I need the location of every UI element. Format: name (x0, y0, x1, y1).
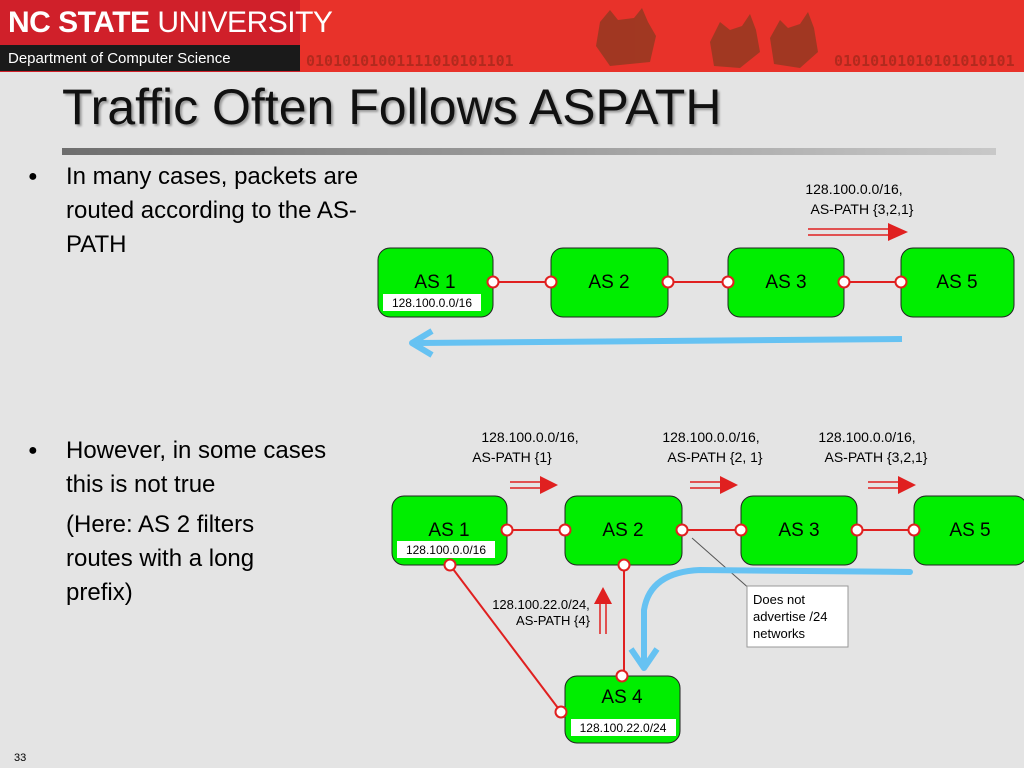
link-as1-as4 (450, 565, 561, 712)
bullet-dot: ● (28, 442, 38, 459)
announcement-line2: AS-PATH {4} (516, 613, 590, 628)
announcement-line2: AS-PATH {1} (472, 449, 552, 465)
department-name: Department of Computer Science (8, 50, 231, 67)
node-label: AS 1 (428, 520, 470, 541)
traffic-arrow (412, 331, 902, 355)
slide-number: 33 (14, 752, 27, 764)
callout-line: Does not (753, 592, 806, 607)
announcement-line1: 128.100.0.0/16, (662, 429, 760, 445)
node-label: AS 2 (602, 520, 644, 541)
node-label: AS 1 (414, 272, 456, 293)
callout-line: networks (753, 626, 806, 641)
prefix-label: 128.100.0.0/16 (405, 543, 487, 557)
announcement-line1: 128.100.0.0/16, (481, 429, 579, 445)
node-label: AS 5 (936, 272, 978, 293)
prefix-label: 128.100.22.0/24 (579, 721, 667, 735)
node-label: AS 5 (949, 520, 991, 541)
announcement-line1: 128.100.0.0/16, (818, 429, 916, 445)
node-label: AS 3 (778, 520, 820, 541)
announcement-line1: 128.100.22.0/24, (492, 597, 590, 612)
announcement-arrow (510, 476, 558, 494)
announcement-arrow (808, 223, 908, 241)
node-label: AS 4 (601, 687, 643, 708)
node-label: AS 2 (588, 272, 630, 293)
bullet-dot: ● (28, 168, 38, 185)
announcement-line2: AS-PATH {2, 1} (667, 449, 763, 465)
university-name: NC STATE UNIVERSITY (8, 6, 333, 39)
node-label: AS 3 (765, 272, 807, 293)
announcement-arrow (690, 476, 738, 494)
announcement-arrow (868, 476, 916, 494)
announcement-line2: AS-PATH {3,2,1} (810, 201, 914, 217)
binary-decoration-left: 01010101001111010101101 (306, 52, 514, 70)
bullet-subtext-2: (Here: AS 2 filters routes with a long prefix) (66, 511, 255, 606)
callout-line: advertise /24 (753, 609, 828, 624)
bullet-text-2: However, in some cases this is not true (66, 437, 327, 498)
bottom-diagram (392, 429, 1024, 743)
binary-decoration-right: 01010101010101010101 (834, 52, 1015, 70)
announcement-line2: AS-PATH {3,2,1} (824, 449, 928, 465)
slide-title: Traffic Often Follows ASPATH (62, 79, 722, 135)
prefix-label: 128.100.0.0/16 (391, 296, 473, 310)
announcement-arrow-up (594, 587, 612, 634)
announcement-line1: 128.100.0.0/16, (805, 181, 903, 197)
bullet-text-1: In many cases, packets are routed according to the AS-PATH (66, 163, 359, 258)
top-diagram (378, 181, 1014, 355)
